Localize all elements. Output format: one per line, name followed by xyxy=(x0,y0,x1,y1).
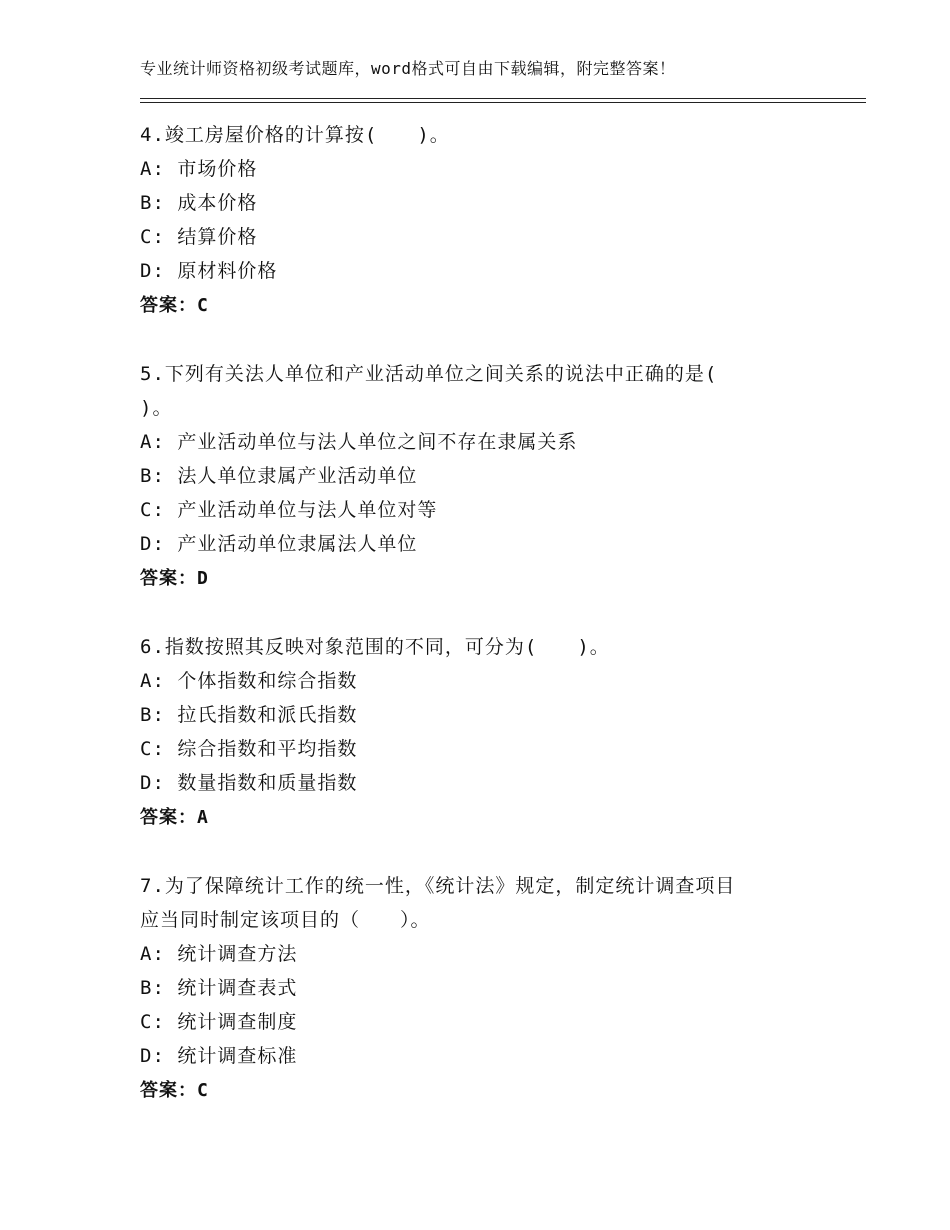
question-5-stem: 5.下列有关法人单位和产业活动单位之间关系的说法中正确的是( xyxy=(140,363,718,385)
question-4-answer: 答案：C xyxy=(140,295,209,316)
question-5-answer: 答案：D xyxy=(140,568,209,589)
question-7-option-d: D: 统计调查标准 xyxy=(140,1045,298,1067)
question-5-option-a: A: 产业活动单位与法人单位之间不存在隶属关系 xyxy=(140,431,578,453)
question-7-option-b: B: 统计调查表式 xyxy=(140,977,298,999)
question-5-option-b: B: 法人单位隶属产业活动单位 xyxy=(140,465,418,487)
question-7-stem-continued: 应当同时制定该项目的（ ）。 xyxy=(140,909,431,931)
header-rule-top xyxy=(140,98,866,99)
question-4-option-c: C: 结算价格 xyxy=(140,226,258,248)
question-6-stem: 6.指数按照其反映对象范围的不同，可分为( )。 xyxy=(140,636,610,658)
question-5-option-c: C: 产业活动单位与法人单位对等 xyxy=(140,499,438,521)
header-rule-bottom xyxy=(140,102,866,103)
question-5-stem-continued: )。 xyxy=(140,397,173,419)
question-7-option-a: A: 统计调查方法 xyxy=(140,943,298,965)
question-6-option-b: B: 拉氏指数和派氏指数 xyxy=(140,704,358,726)
question-4-stem: 4.竣工房屋价格的计算按( )。 xyxy=(140,124,450,146)
page-header: 专业统计师资格初级考试题库，word格式可自由下载编辑，附完整答案！ xyxy=(140,59,676,78)
question-7-stem: 7.为了保障统计工作的统一性，《统计法》规定，制定统计调查项目 xyxy=(140,875,736,897)
question-4-option-d: D: 原材料价格 xyxy=(140,260,278,282)
question-4-option-a: A: 市场价格 xyxy=(140,158,258,180)
question-6-option-d: D: 数量指数和质量指数 xyxy=(140,772,358,794)
question-5-option-d: D: 产业活动单位隶属法人单位 xyxy=(140,533,418,555)
question-7-answer: 答案：C xyxy=(140,1080,209,1101)
question-7-option-c: C: 统计调查制度 xyxy=(140,1011,298,1033)
question-6-option-a: A: 个体指数和综合指数 xyxy=(140,670,358,692)
question-6-answer: 答案：A xyxy=(140,807,209,828)
question-4-option-b: B: 成本价格 xyxy=(140,192,258,214)
question-6-option-c: C: 综合指数和平均指数 xyxy=(140,738,358,760)
